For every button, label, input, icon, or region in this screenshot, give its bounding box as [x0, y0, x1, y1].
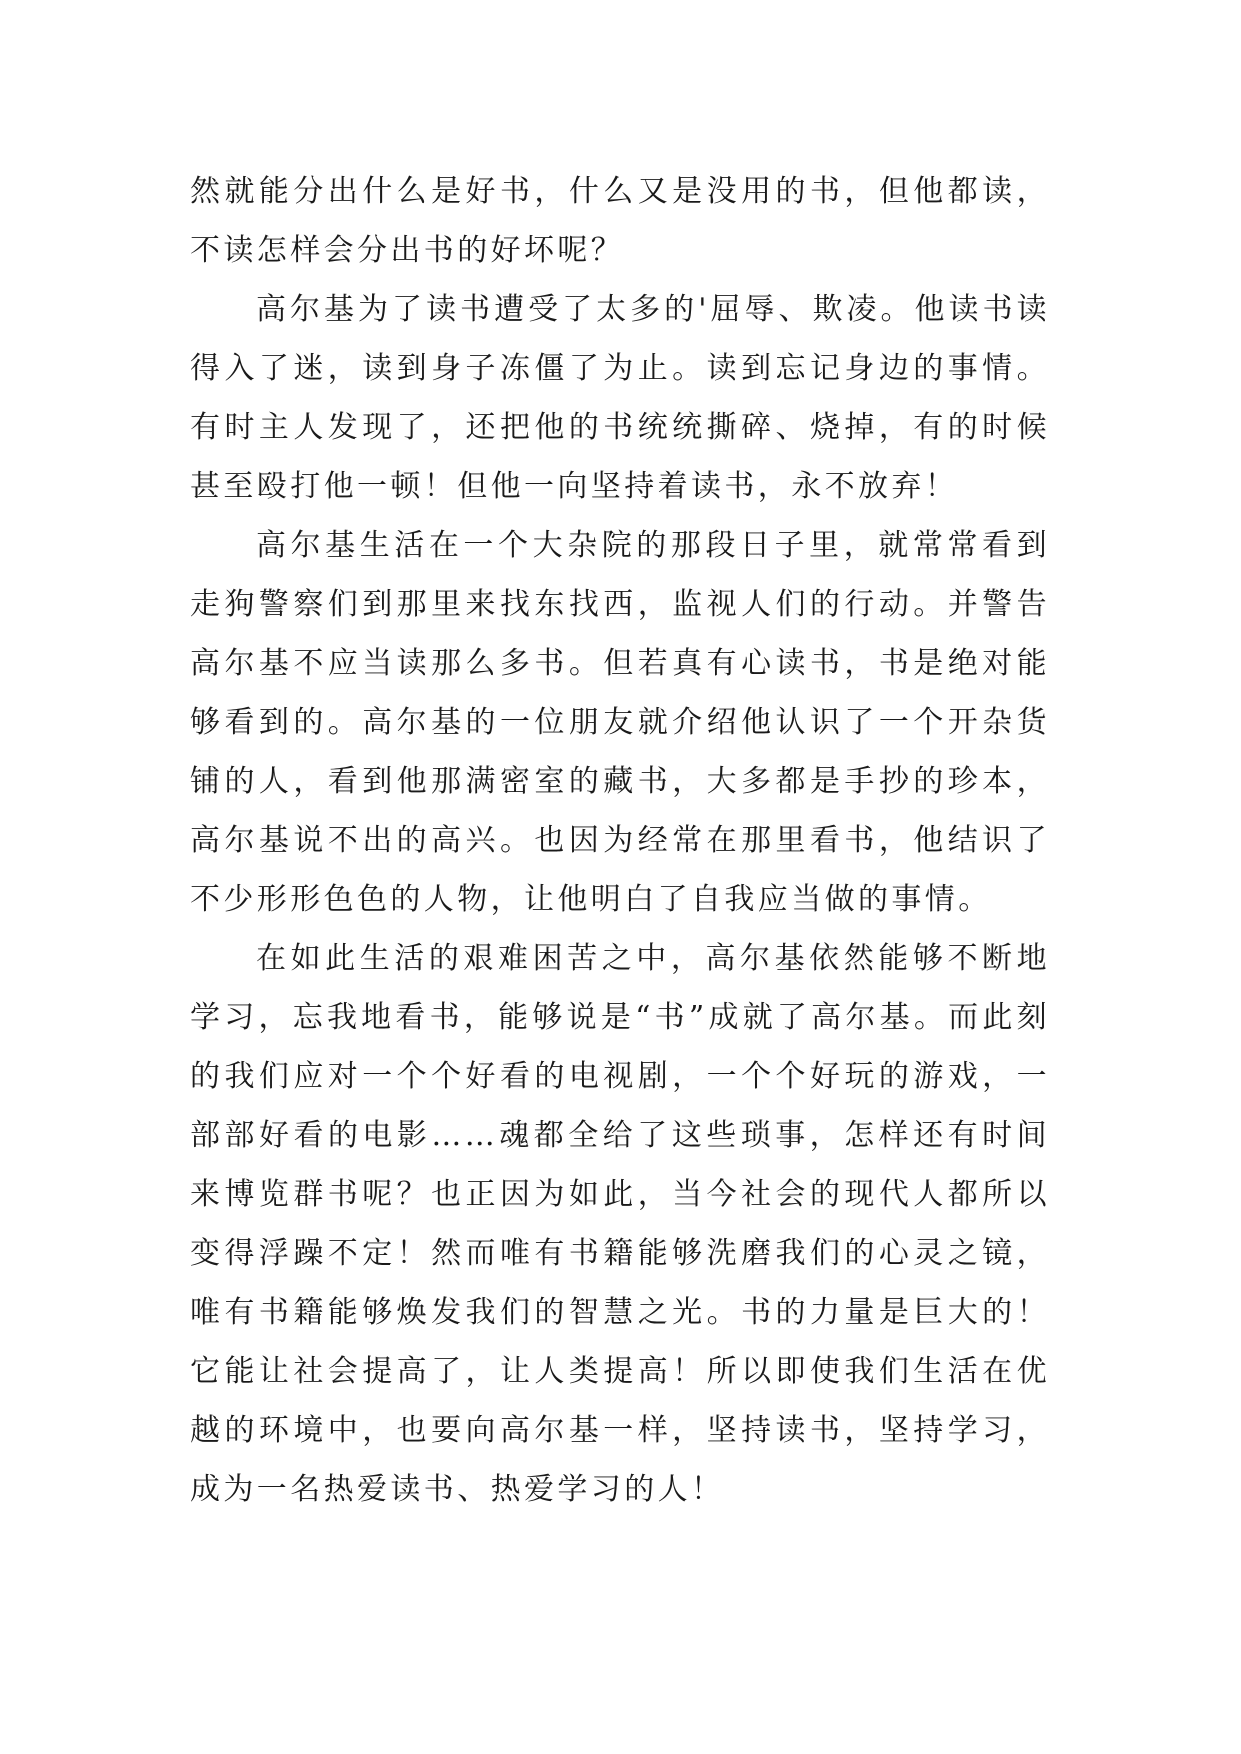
paragraph-continued: 然就能分出什么是好书，什么又是没用的书，但他都读，不读怎样会分出书的好坏呢？: [190, 174, 1050, 268]
paragraph-courtyard-life: 高尔基生活在一个大杂院的那段日子里，就常常看到走狗警察们到那里来找东找西，监视人们的行动。并警告高尔基不应当读那么多书。但若真有心读书，书是绝对能够看到的。高尔基的一位朋友就介绍他认识了一个开杂货铺的人，看到他那满密室的藏书，大多都是手抄的珍本，高尔基说不出的高兴。也因为经常在那里看书，他结识了不少形形色色的人物，让他明白了自我应当做的事情。: [190, 528, 1050, 917]
document-body: [190, 162, 1050, 1519]
paragraph-conclusion: 在如此生活的艰难困苦之中，高尔基依然能够不断地学习，忘我地看书，能够说是“书”成就了高尔基。而此刻的我们应对一个个好看的电视剧，一个个好玩的游戏，一部部好看的电影……魂都全给了这些琐事，怎样还有时间来博览群书呢？也正因为如此，当今社会的现代人都所以变得浮躁不定！然而唯有书籍能够洗磨我们的心灵之镜，唯有书籍能够焕发我们的智慧之光。书的力量是巨大的！它能让社会提高了，让人类提高！所以即使我们生活在优越的环境中，也要向高尔基一样，坚持读书，坚持学习，成为一名热爱读书、热爱学习的人！: [190, 941, 1050, 1507]
paragraph-reading-hardships: 高尔基为了读书遭受了太多的'屈辱、欺凌。他读书读得入了迷，读到身子冻僵了为止。读到忘记身边的事情。有时主人发现了，还把他的书统统撕碎、烧掉，有的时候甚至殴打他一顿！但他一向坚持着读书，永不放弃！: [190, 292, 1050, 504]
